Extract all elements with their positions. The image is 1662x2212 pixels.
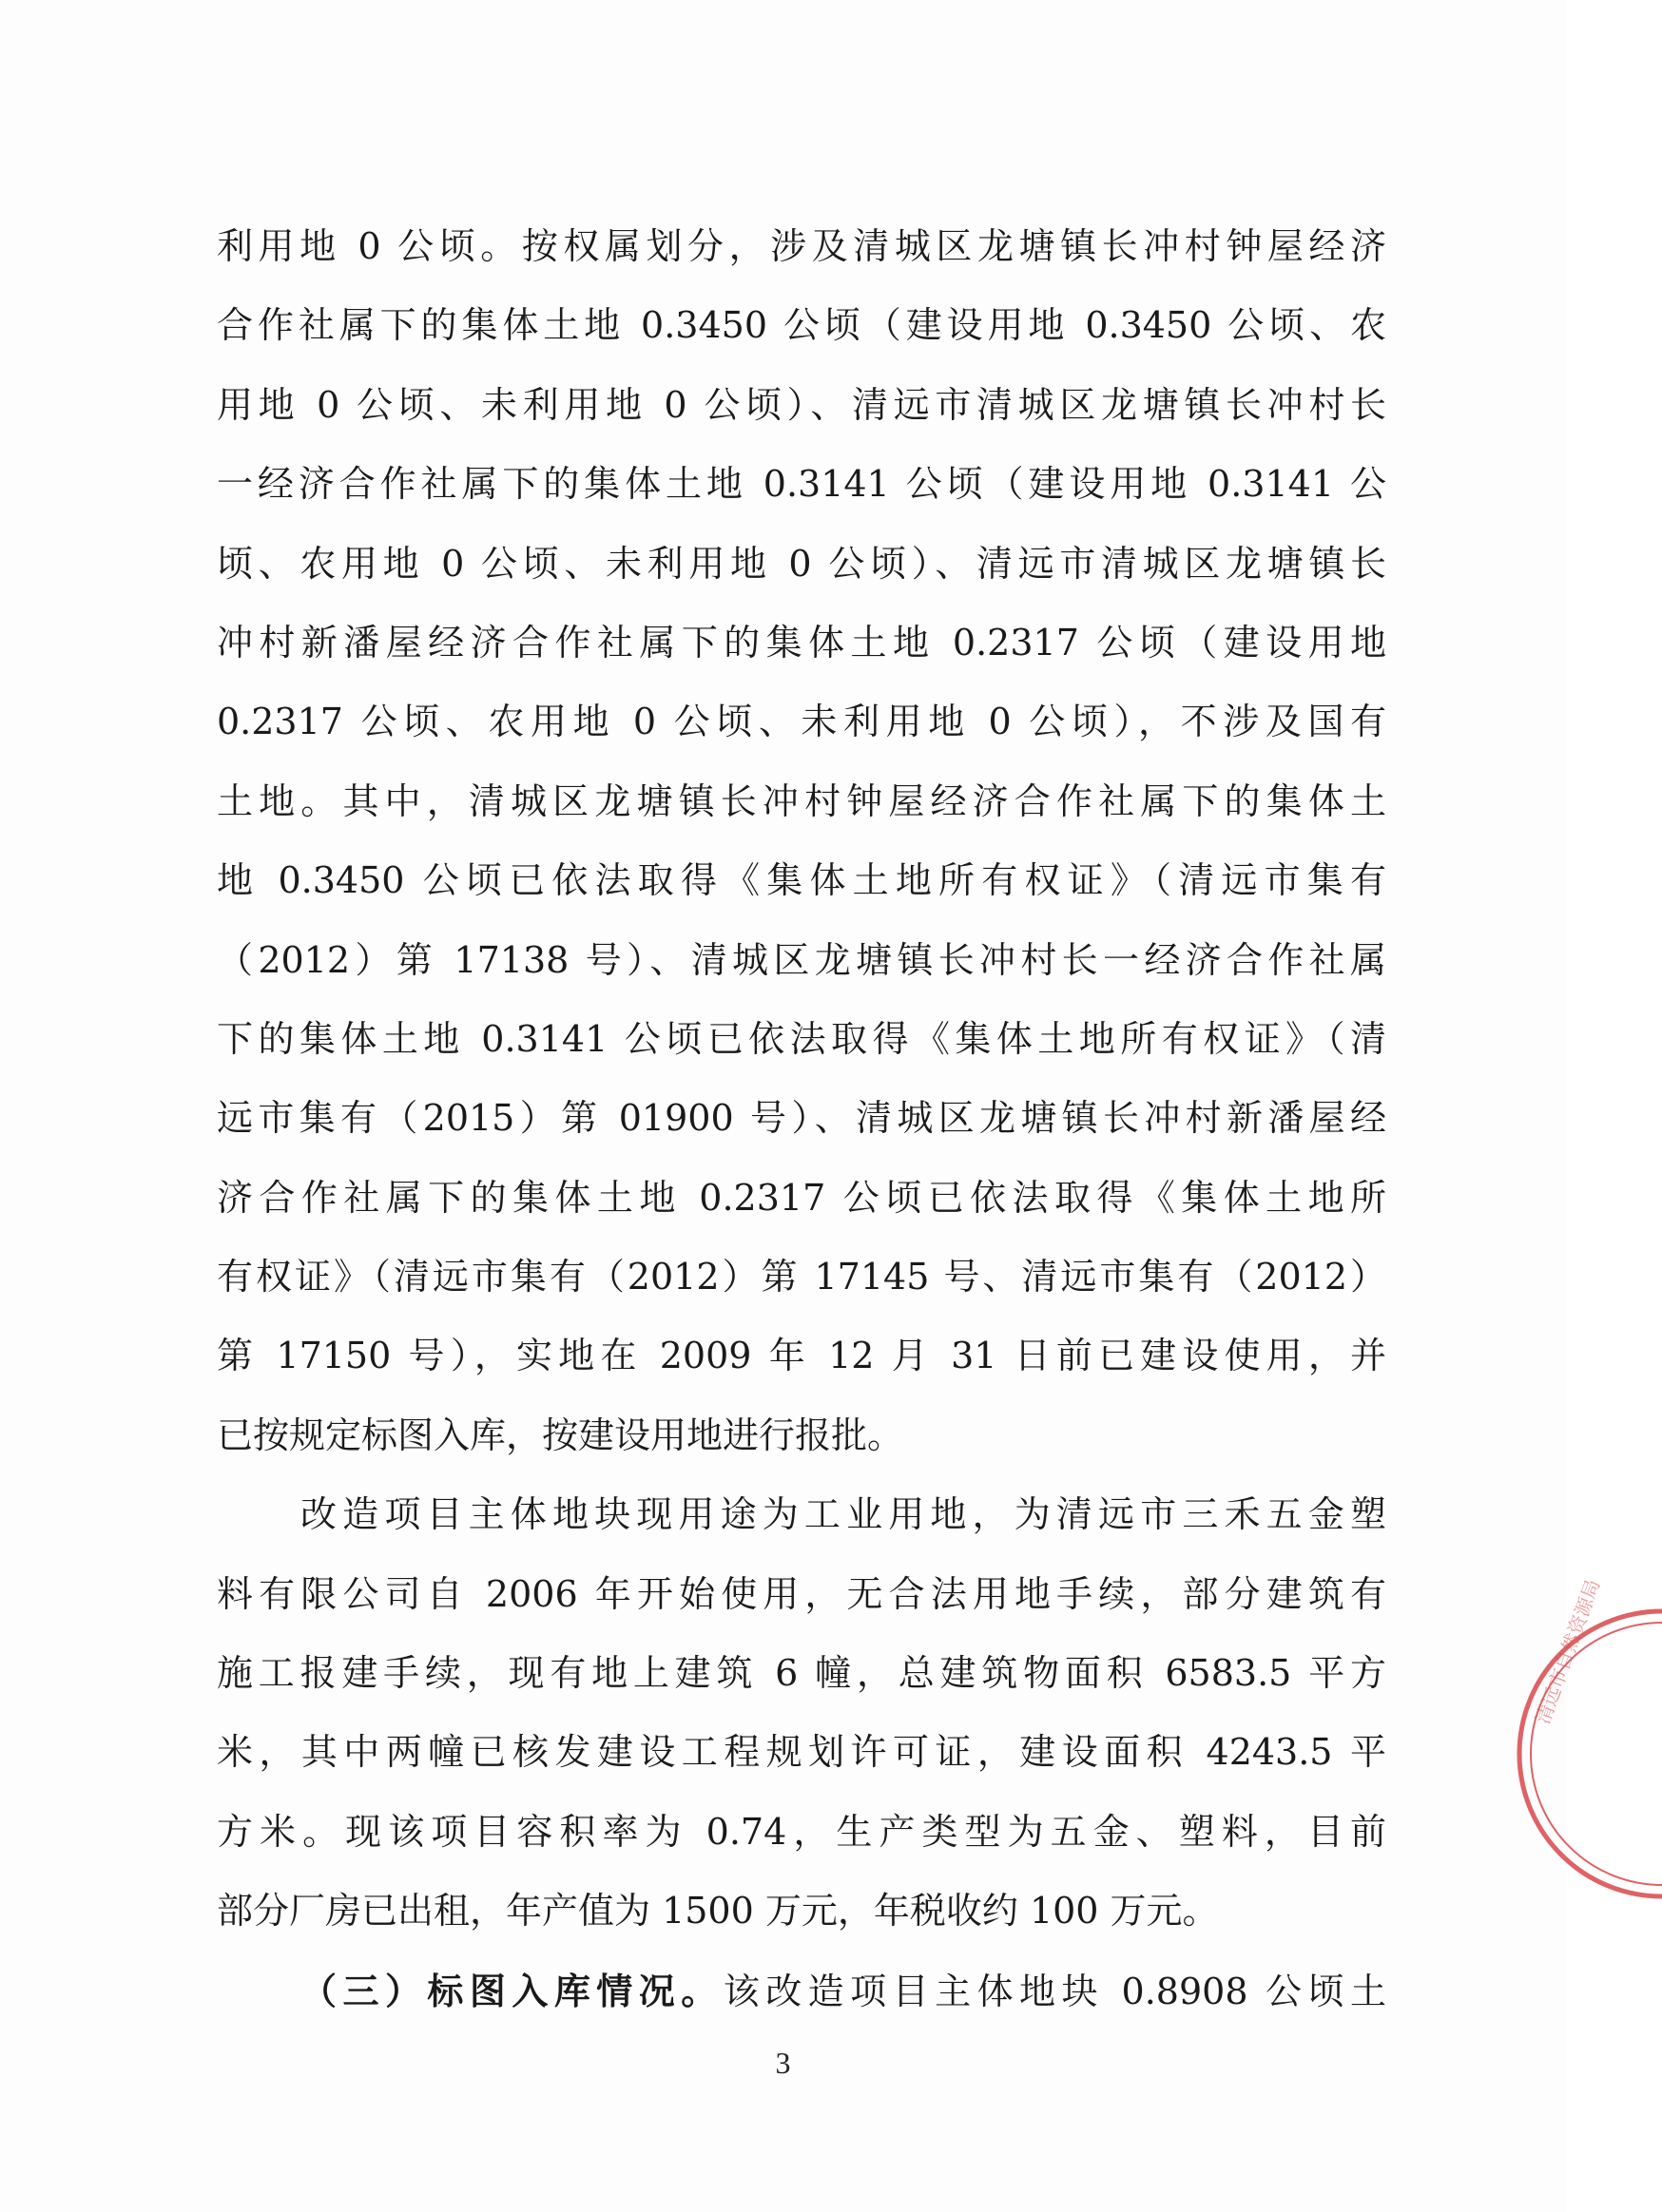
paragraph-project-status xyxy=(217,1475,1386,1951)
text-line: 已按规定标图入库，按建设用地进行报批。 xyxy=(217,1414,904,1456)
paragraph-land-ownership xyxy=(217,207,1386,1475)
section-heading-rest: 该改造项目主体地块 0.8908 公顷土 xyxy=(723,1970,1386,2012)
text-line: 改造项目主体地块现用途为工业用地，为清远市三禾五金塑 xyxy=(300,1493,1386,1536)
document-body xyxy=(217,207,1386,2030)
text-line: 米，其中两幢已核发建设工程规划许可证，建设面积 4243.5 平 xyxy=(217,1731,1386,1774)
text-line: 地 0.3450 公顷已依法取得《集体土地所有权证》（清远市集有 xyxy=(217,859,1386,902)
seal-text: 清远市自然资源局 xyxy=(1531,1576,1605,1727)
text-line: 部分厂房已出租，年产值为 1500 万元，年税收约 100 万元。 xyxy=(217,1890,1219,1933)
text-line: 合作社属下的集体土地 0.3450 公顷（建设用地 0.3450 公顷、农 xyxy=(217,304,1386,347)
text-line: 利用地 0 公顷。按权属划分，涉及清城区龙塘镇长冲村钟屋经济 xyxy=(217,225,1386,267)
red-seal-stamp-icon xyxy=(1519,1576,1662,1925)
text-line: 施工报建手续，现有地上建筑 6 幢，总建筑物面积 6583.5 平方 xyxy=(217,1652,1386,1695)
text-line: （2012）第 17138 号）、清城区龙塘镇长冲村长一经济合作社属 xyxy=(217,938,1386,981)
text-line: 济合作社属下的集体土地 0.2317 公顷已依法取得《集体土地所 xyxy=(217,1176,1386,1219)
section-heading: （三）标图入库情况。 xyxy=(300,1969,724,2012)
text-line: 料有限公司自 2006 年开始使用，无合法用地手续，部分建筑有 xyxy=(217,1572,1386,1615)
text-line: 方米。现该项目容积率为 0.74，生产类型为五金、塑料，目前 xyxy=(217,1810,1386,1853)
text-line: 远市集有（2015）第 01900 号）、清城区龙塘镇长冲村新潘屋经 xyxy=(217,1097,1386,1140)
text-line: 第 17150 号），实地在 2009 年 12 月 31 日前已建设使用，并 xyxy=(217,1335,1386,1377)
text-line xyxy=(217,1952,1386,2030)
page-number: 3 xyxy=(775,2046,791,2080)
text-line: 冲村新潘屋经济合作社属下的集体土地 0.2317 公顷（建设用地 xyxy=(217,621,1386,664)
text-line: 一经济合作社属下的集体土地 0.3141 公顷（建设用地 0.3141 公 xyxy=(217,463,1386,506)
text-line: 顷、农用地 0 公顷、未利用地 0 公顷）、清远市清城区龙塘镇长 xyxy=(217,542,1386,585)
text-line: 用地 0 公顷、未利用地 0 公顷）、清远市清城区龙塘镇长冲村长 xyxy=(217,383,1386,426)
text-line: 0.2317 公顷、农用地 0 公顷、未利用地 0 公顷），不涉及国有 xyxy=(217,701,1386,743)
paragraph-mapping-status xyxy=(217,1952,1386,2030)
text-line: 下的集体土地 0.3141 公顷已依法取得《集体土地所有权证》（清 xyxy=(217,1017,1386,1060)
text-line: 有权证》（清远市集有（2012）第 17145 号、清远市集有（2012） xyxy=(217,1256,1386,1298)
text-line: 土地。其中，清城区龙塘镇长冲村钟屋经济合作社属下的集体土 xyxy=(217,779,1386,822)
